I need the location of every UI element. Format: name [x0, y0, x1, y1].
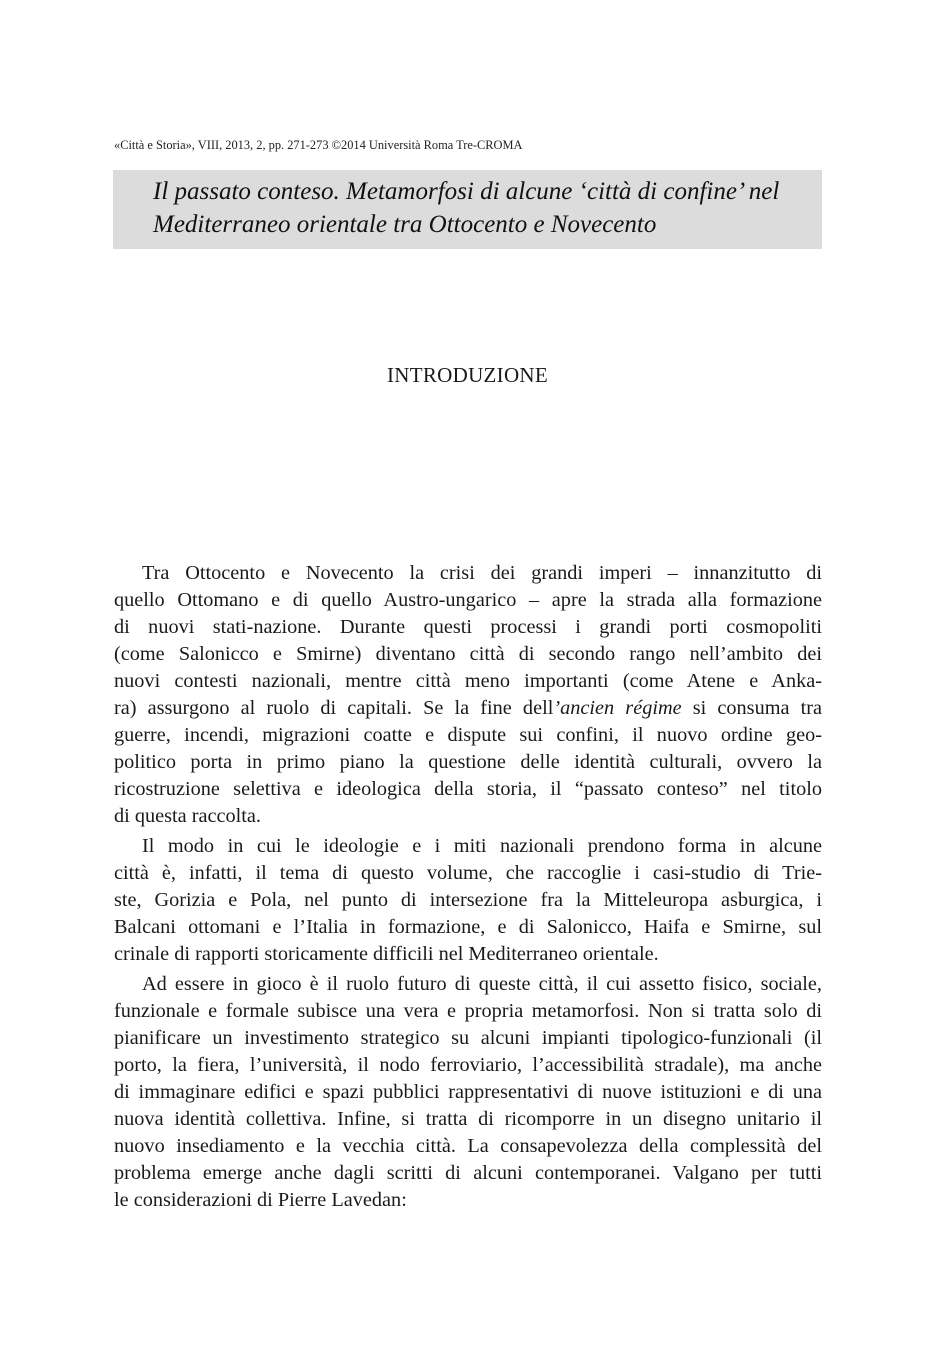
text-line: Ad essere in gioco è il ruolo futuro di queste città, il cui assetto fisico, sociale,	[142, 973, 822, 995]
paragraph-1	[114, 560, 822, 830]
article-title	[153, 175, 818, 241]
text-line: città è, infatti, il tema di questo volume, che raccoglie i casi-studio di Trie-	[114, 862, 822, 884]
text-line: guerre, incendi, migrazioni coatte e dispute sui confini, il nuovo ordine geo-	[114, 724, 822, 746]
text-line: funzionale e formale subisce una vera e propria metamorfosi. Non si tratta solo di	[114, 1000, 822, 1022]
text-line: nuova identità collettiva. Infine, si tratta di ricomporre in un disegno unitario il	[114, 1108, 822, 1130]
paragraph-2	[114, 833, 822, 968]
text-line: porto, la fiera, l’università, il nodo ferroviario, l’accessibilità stradale), ma anche	[114, 1054, 822, 1076]
text-line: Balcani ottomani e l’Italia in formazione, e di Salonicco, Haifa e Smirne, sul	[114, 916, 822, 938]
text-line: le considerazioni di Pierre Lavedan:	[114, 1189, 407, 1211]
title-box	[113, 170, 822, 249]
title-line-2: Mediterraneo orientale tra Ottocento e Novecento	[153, 211, 657, 238]
text-line: nuovi contesti nazionali, mentre città meno importanti (come Atene e Anka-	[114, 670, 822, 692]
title-line-1: Il passato conteso. Metamorfosi di alcune ‘città di confine’ nel	[153, 178, 780, 205]
running-head: «Città e Storia», VIII, 2013, 2, pp. 271-273 ©2014 Università Roma Tre-CROMA	[114, 138, 523, 152]
text-line: crinale di rapporti storicamente difficili nel Mediterraneo orientale.	[114, 943, 659, 965]
text-line: Il modo in cui le ideologie e i miti nazionali prendono forma in alcune	[142, 835, 822, 857]
text-line: ricostruzione selettiva e ideologica della storia, il “passato conteso” nel titolo	[114, 778, 822, 800]
text-line: di nuovi stati-nazione. Durante questi processi i grandi porti cosmopoliti	[114, 616, 822, 638]
text-line: Tra Ottocento e Novecento la crisi dei grandi imperi – innanzitutto di	[142, 562, 822, 584]
section-heading: INTRODUZIONE	[386, 363, 549, 387]
paragraph-3	[114, 971, 822, 1214]
text-line: politico porta in primo piano la questione delle identità culturali, ovvero la	[114, 751, 822, 773]
italic-term: ’ancien régime	[553, 697, 682, 719]
text-run: si consuma tra	[681, 697, 823, 719]
text-run: ra) assurgono al ruolo di capitali. Se la fine dell	[114, 697, 554, 719]
text-line: (come Salonicco e Smirne) diventano città di secondo rango nell’ambito dei	[114, 643, 822, 665]
text-line	[114, 695, 822, 722]
text-line: quello Ottomano e di quello Austro-ungarico – apre la strada alla formazione	[114, 589, 822, 611]
text-line: nuovo insediamento e la vecchia città. La consapevolezza della complessità del	[114, 1135, 822, 1157]
body-text	[114, 560, 822, 1214]
text-line: di immaginare edifici e spazi pubblici rappresentativi di nuove istituzioni e di una	[114, 1081, 822, 1103]
text-line: di questa raccolta.	[114, 805, 261, 827]
text-line: ste, Gorizia e Pola, nel punto di intersezione fra la Mitteleuropa asburgica, i	[114, 889, 822, 911]
text-line: problema emerge anche dagli scritti di alcuni contemporanei. Valgano per tutti	[114, 1162, 822, 1184]
text-line: pianificare un investimento strategico su alcuni impianti tipologico-funzionali (il	[114, 1027, 822, 1049]
